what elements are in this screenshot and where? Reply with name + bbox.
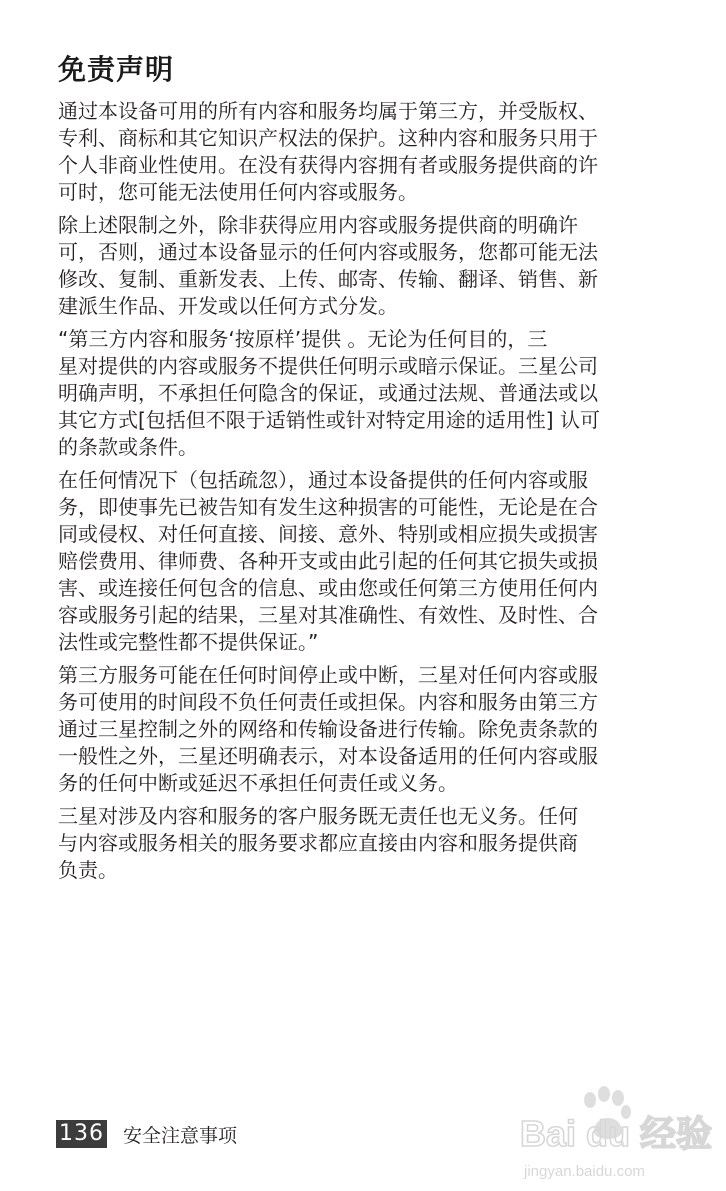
text-line: 与内容或服务相关的服务要求都应直接由内容和服务提供商 — [58, 831, 578, 855]
text-line: 一般性之外，三星还明确表示，对本设备适用的任何内容或服 — [58, 744, 598, 768]
text-line: 的条款或条件。 — [58, 435, 198, 459]
document-body — [58, 98, 658, 890]
text-line: 三星对涉及内容和服务的客户服务既无责任也无义务。任何 — [58, 804, 578, 828]
text-line: 同或侵权、对任何直接、间接、意外、特别或相应损失或损害 — [58, 522, 598, 546]
text-line: 第三方服务可能在任何时间停止或中断，三星对任何内容或服 — [58, 663, 598, 687]
page-footer — [56, 1120, 237, 1148]
paragraph-1 — [58, 98, 658, 206]
text-line: 修改、复制、重新发表、上传、邮寄、传输、翻译、销售、新 — [58, 267, 598, 291]
text-line: 害、或连接任何包含的信息、或由您或任何第三方使用任何内 — [58, 576, 598, 600]
text-line: 其它方式[包括但不限于适销性或针对特定用途的适用性] 认可 — [58, 408, 600, 432]
text-line: 通过本设备可用的所有内容和服务均属于第三方，并受版权、 — [58, 99, 598, 123]
paragraph-3 — [58, 326, 658, 461]
paragraph-5 — [58, 662, 658, 797]
page-number: 136 — [56, 1120, 107, 1148]
text-line: 负责。 — [58, 858, 118, 882]
watermark-url: jingyan.baidu.com — [524, 1163, 645, 1180]
text-line: 在任何情况下（包括疏忽），通过本设备提供的任何内容或服 — [58, 468, 588, 492]
page-title: 免责声明 — [58, 53, 175, 86]
section-name: 安全注意事项 — [123, 1124, 238, 1147]
baidu-jingyan-watermark — [518, 1082, 718, 1182]
text-line: 通过三星控制之外的网络和传输设备进行传输。除免责条款的 — [58, 717, 598, 741]
text-line: 赔偿费用、律师费、各种开支或由此引起的任何其它损失或损 — [58, 549, 598, 573]
watermark-brand: Bai du 经验 — [520, 1113, 713, 1154]
text-line: 容或服务引起的结果，三星对其准确性、有效性、及时性、合 — [58, 603, 598, 627]
text-line: “第三方内容和服务‘按原样’提供 。无论为任何目的，三 — [58, 327, 548, 351]
text-line: 务可使用的时间段不负任何责任或担保。内容和服务由第三方 — [58, 690, 598, 714]
text-line: 务，即使事先已被告知有发生这种损害的可能性，无论是在合 — [58, 495, 598, 519]
text-line: 个人非商业性使用。在没有获得内容拥有者或服务提供商的许 — [58, 153, 598, 177]
text-line: 除上述限制之外，除非获得应用内容或服务提供商的明确许 — [58, 213, 578, 237]
text-line: 建派生作品、开发或以任何方式分发。 — [58, 294, 398, 318]
text-line: 可，否则，通过本设备显示的任何内容或服务，您都可能无法 — [58, 240, 598, 264]
paragraph-6 — [58, 803, 658, 884]
text-line: 法性或完整性都不提供保证。” — [58, 630, 319, 654]
text-line: 务的任何中断或延迟不承担任何责任或义务。 — [58, 771, 458, 795]
text-line: 明确声明，不承担任何隐含的保证，或通过法规、普通法或以 — [58, 381, 598, 405]
text-line: 星对提供的内容或服务不提供任何明示或暗示保证。三星公司 — [58, 354, 598, 378]
paragraph-4 — [58, 467, 658, 656]
paragraph-2 — [58, 212, 658, 320]
text-line: 专利、商标和其它知识产权法的保护。这种内容和服务只用于 — [58, 126, 598, 150]
text-line: 可时，您可能无法使用任何内容或服务。 — [58, 180, 418, 204]
